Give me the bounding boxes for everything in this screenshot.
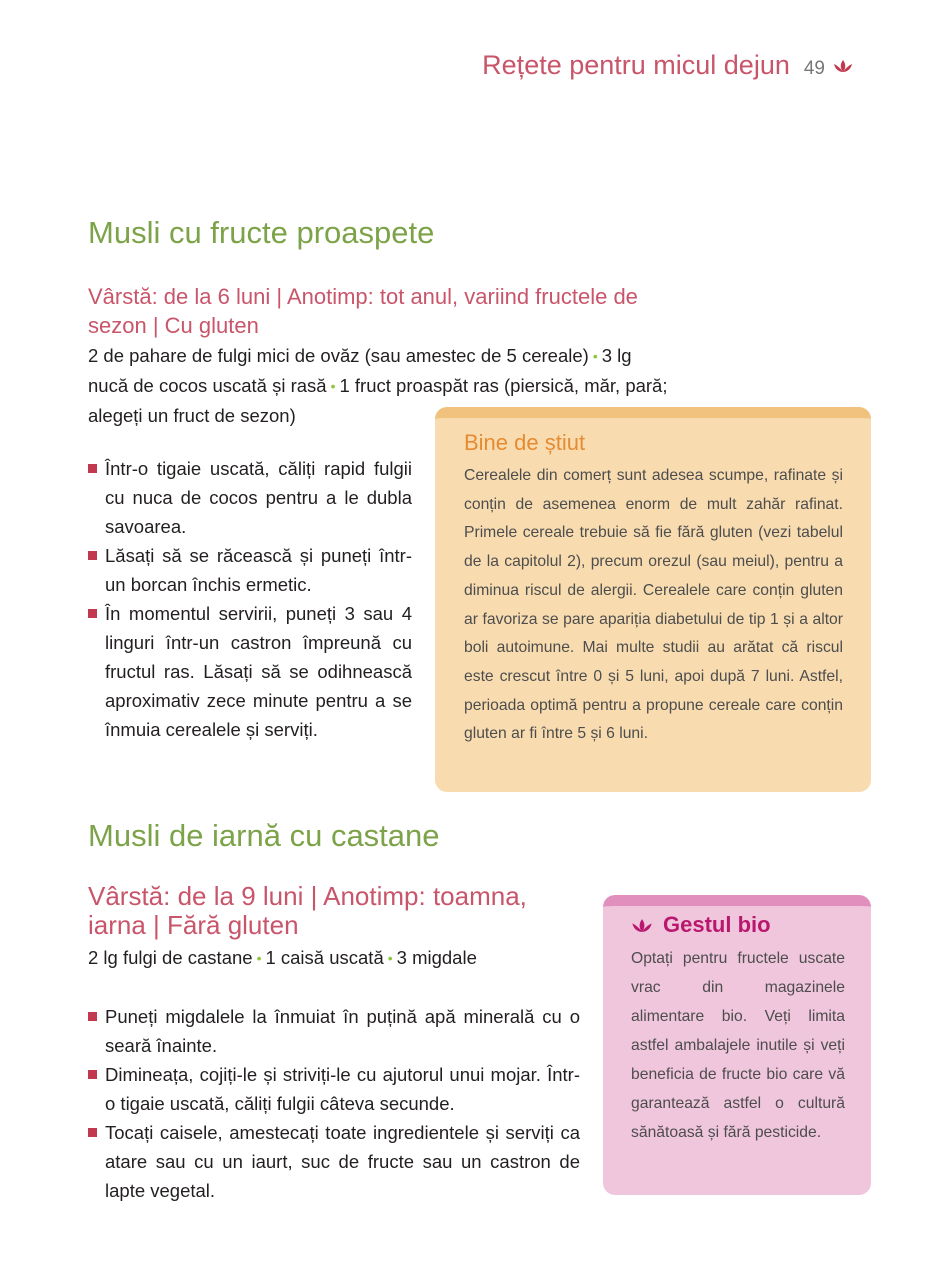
recipe-meta-line: iarna | Fără gluten <box>88 910 299 940</box>
info-box-text: Cerealele din comerț sunt adesea scumpe, rafinate și conțin de asemenea enorm de mult zahăr rafinat. Primele cereale trebuie să fie fără gluten (vezi tabelul de la capitolul 2), precum orezul (sau meiul), pentru a diminua riscul de alergii. Cerealele care conțin gluten ar favoriza se pare apariția diabetului de tip 1 și a altor boli autoimune. Mai multe studii au arătat că riscul este crescut între 0 și 5 luni, apoi după 7 luni. Astfel, perioada optimă pentru a propune cereale care conțin gluten ar fi între 5 și 6 luni. <box>464 467 843 743</box>
bio-box <box>603 895 871 1195</box>
list-item <box>88 1060 580 1118</box>
ingredient: 1 caisă uscată <box>265 947 384 968</box>
bullet-square <box>88 609 97 618</box>
lotus-icon <box>631 918 653 933</box>
separator-dot: • <box>330 378 336 394</box>
recipe-meta <box>88 282 638 340</box>
list-item <box>88 541 412 599</box>
lotus-icon <box>833 59 853 73</box>
bio-box-title: Gestul bio <box>663 912 771 937</box>
step-text: În momentul servirii, puneți 3 sau 4 linguri într-un castron împreună cu fructul ras. Lăsați să se odihnească aproximativ zece minute pentru a se înmuia cerealele și serviți. <box>105 603 412 740</box>
recipe-title: Musli cu fructe proaspete <box>88 215 435 250</box>
bullet-square <box>88 1012 97 1021</box>
step-text: Într-o tigaie uscată, căliți rapid fulgii cu nuca de cocos pentru a le dubla savoarea. <box>105 458 412 537</box>
steps-list <box>88 454 412 744</box>
recipe-meta-line: sezon | Cu gluten <box>88 313 259 338</box>
page-header <box>482 50 853 81</box>
separator-dot: • <box>256 950 262 966</box>
ingredient: nucă de cocos uscată și rasă <box>88 375 327 396</box>
bullet-square <box>88 1128 97 1137</box>
ingredient: alegeți un fruct de sezon) <box>88 405 296 426</box>
recipe-meta-line: Vârstă: de la 9 luni | Anotimp: toamna, <box>88 881 527 911</box>
ingredient: 2 lg fulgi de castane <box>88 947 253 968</box>
step-text: Tocați caisele, amestecați toate ingredientele și serviți ca atare sau cu un iaurt, suc de fructe sau un castron de lapte vegetal. <box>105 1122 580 1201</box>
separator-dot: • <box>592 348 598 364</box>
info-box-title: Bine de știut <box>464 430 586 455</box>
ingredient: 3 lg <box>601 345 632 366</box>
steps-list <box>88 1002 580 1205</box>
list-item <box>88 454 412 541</box>
recipe-meta <box>88 882 527 940</box>
bio-box-header <box>631 912 845 938</box>
page-number: 49 <box>803 58 825 79</box>
recipe-title: Musli de iarnă cu castane <box>88 818 440 853</box>
bullet-square <box>88 551 97 560</box>
recipe-meta-line: Vârstă: de la 6 luni | Anotimp: tot anul, variind fructele de <box>88 284 638 309</box>
list-item <box>88 1002 580 1060</box>
section-title: Rețete pentru micul dejun <box>482 50 790 80</box>
step-text: Puneți migdalele la înmuiat în puțină apă minerală cu o seară înainte. <box>105 1006 580 1056</box>
ingredient: 3 migdale <box>396 947 477 968</box>
bullet-square <box>88 1070 97 1079</box>
list-item <box>88 599 412 744</box>
ingredients-list <box>88 943 568 973</box>
bullet-square <box>88 464 97 473</box>
info-box <box>435 407 871 792</box>
step-text: Dimineața, cojiți-le și striviți-le cu ajutorul unui mojar. Într-o tigaie uscată, căliți fulgii câteva secunde. <box>105 1064 580 1114</box>
separator-dot: • <box>387 950 393 966</box>
step-text: Lăsați să se răcească și puneți într-un borcan închis ermetic. <box>105 545 412 595</box>
ingredient: 1 fruct proaspăt ras (piersică, măr, pară; <box>339 375 668 396</box>
ingredient: 2 de pahare de fulgi mici de ovăz (sau amestec de 5 cereale) <box>88 345 589 366</box>
list-item <box>88 1118 580 1205</box>
bio-box-text: Optați pentru fructele uscate vrac din magazinele alimentare bio. Veți limita astfel ambalajele inutile și veți beneficia de fructe bio care vă garantează astfel o cultură sănătoasă și fără pesticide. <box>631 950 845 1141</box>
